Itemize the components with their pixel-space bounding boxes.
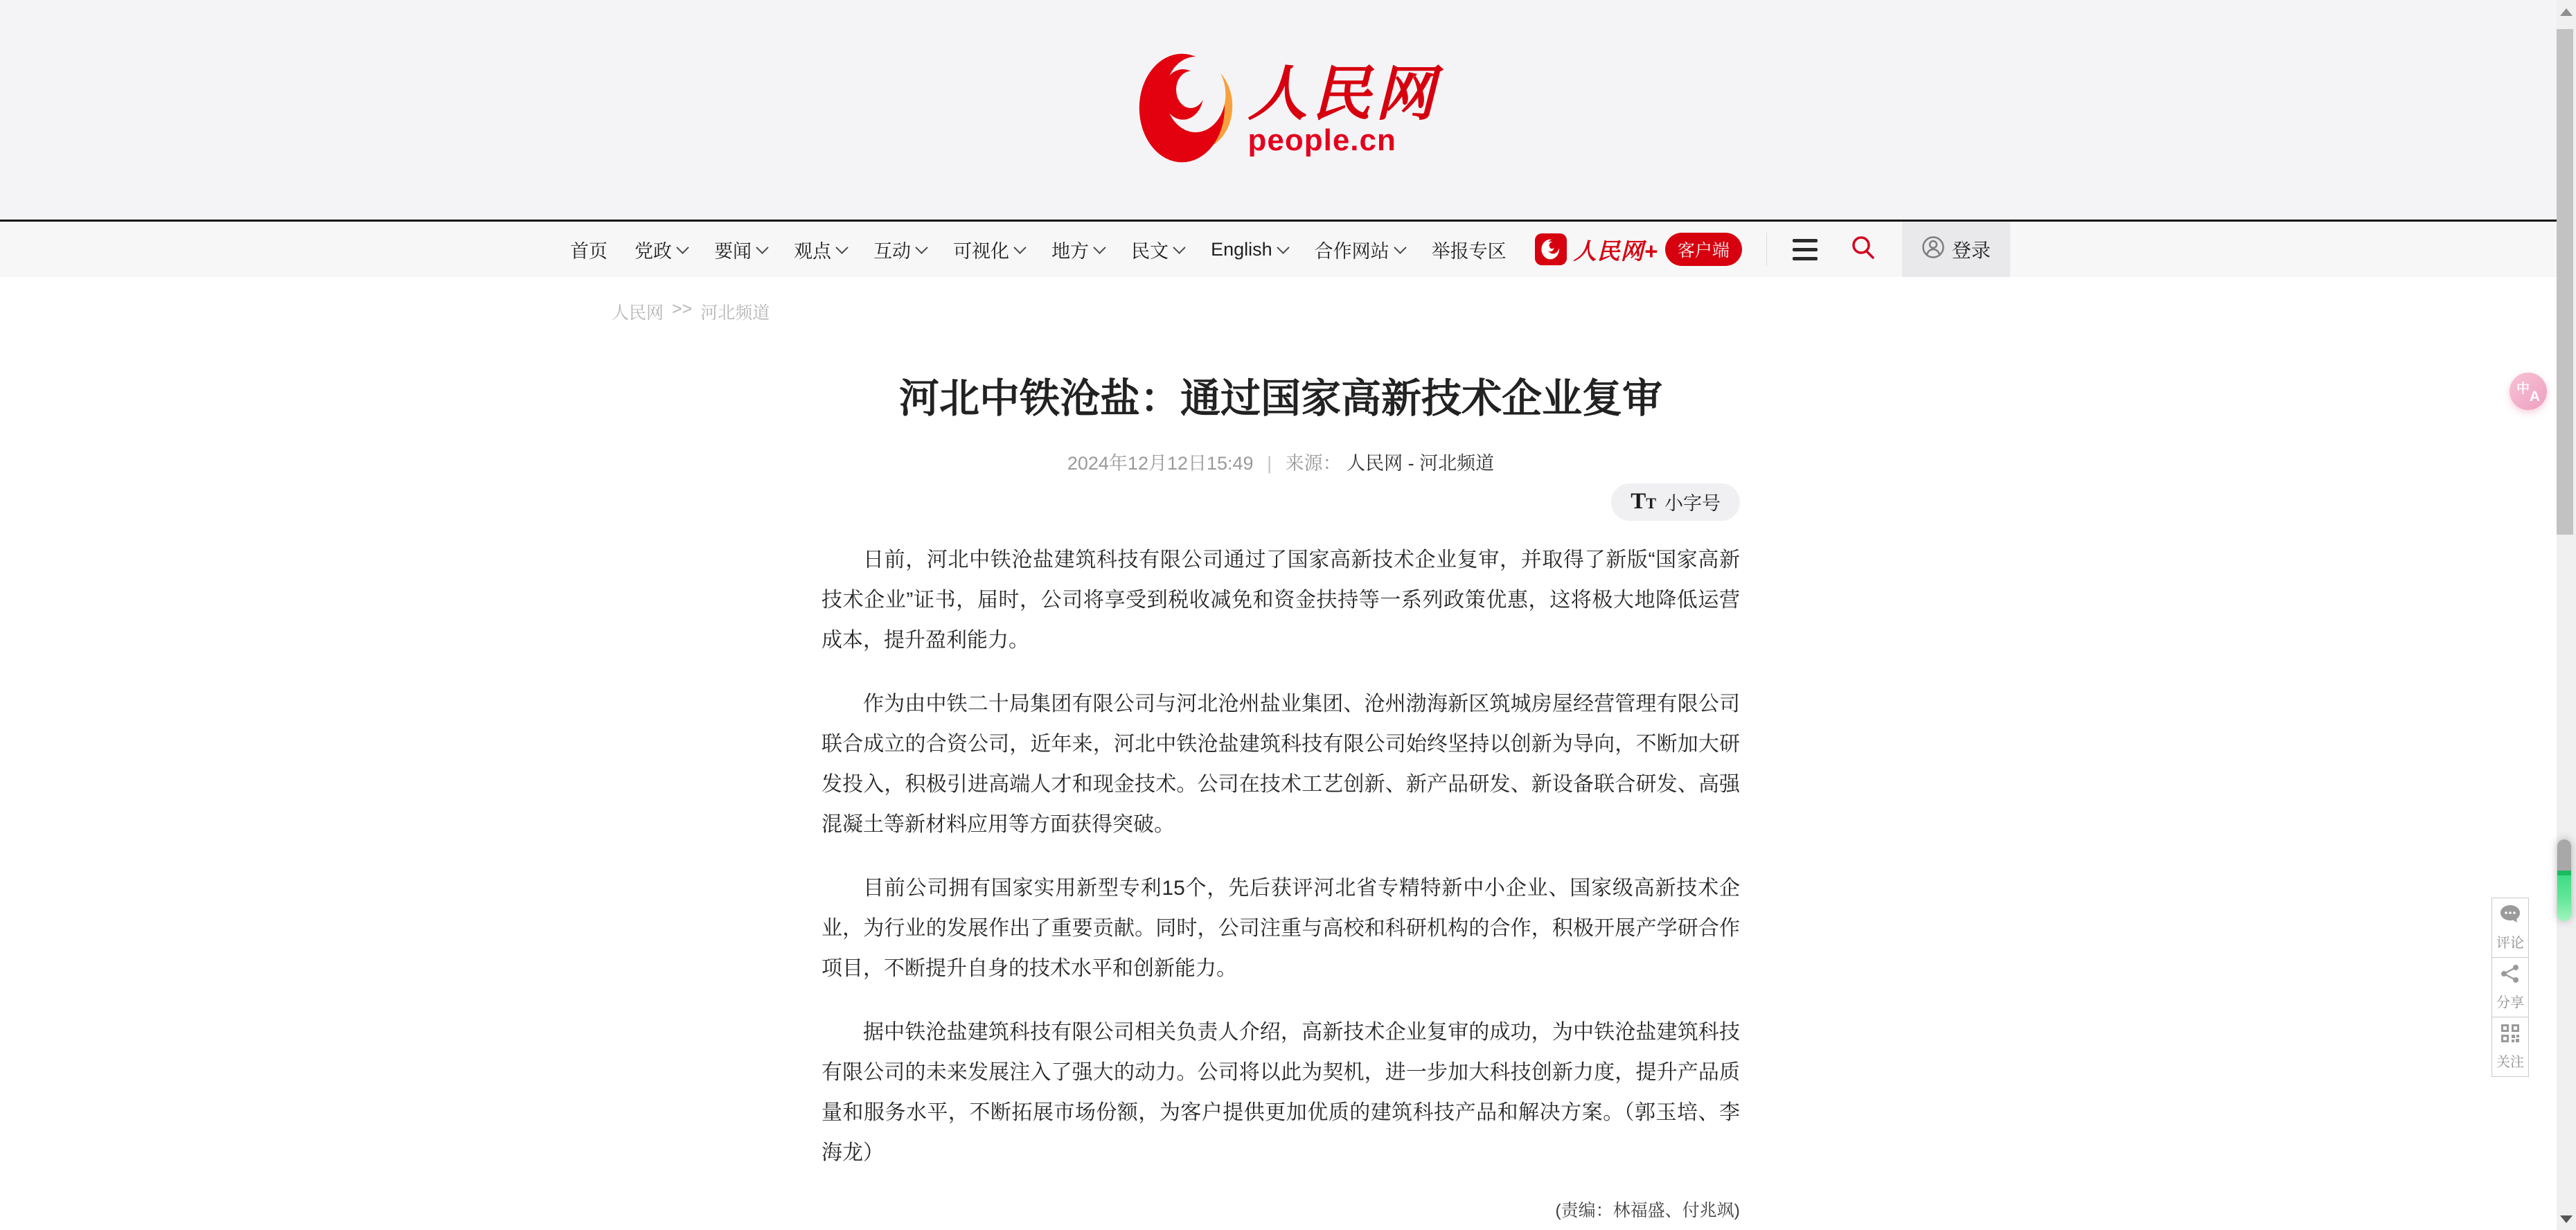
nav-item-guandian[interactable] [790, 236, 851, 263]
chevron-down-icon [835, 241, 848, 253]
logo-cn-text: 人民网 [1247, 60, 1439, 127]
site-header [0, 0, 2576, 220]
nav-item-hudong[interactable] [869, 236, 930, 263]
article-toolbar [821, 483, 1740, 521]
article-source[interactable]: 人民网 - 河北频道 [1347, 452, 1495, 474]
nav-label: 党政 [634, 240, 673, 262]
logo-text [1247, 60, 1439, 157]
chevron-down-icon [1394, 241, 1406, 253]
client-pill-label: 客户端 [1665, 233, 1742, 266]
chevron-down-icon [915, 241, 927, 253]
article [821, 374, 1740, 1222]
nav-item-yaowen[interactable] [710, 236, 771, 263]
chevron-down-icon [1277, 241, 1289, 253]
qr-code-icon [2501, 1024, 2520, 1046]
nav-label: 地方 [1051, 240, 1090, 262]
chevron-down-icon [1013, 241, 1026, 253]
chevron-down-icon [1173, 241, 1185, 253]
login-label: 登录 [1951, 240, 1991, 261]
main-navbar [0, 220, 2576, 277]
editor-note: (责编：林福盛、付兆飒) [1555, 1200, 1740, 1220]
nav-label: 民文 [1131, 240, 1169, 262]
meta-separator: | [1267, 452, 1272, 474]
font-size-label: 小字号 [1664, 493, 1721, 514]
breadcrumb [612, 299, 770, 324]
nav-label: 首页 [570, 240, 608, 262]
article-datetime: 2024年12月12日15:49 [1067, 452, 1254, 474]
chevron-down-icon [676, 241, 689, 253]
breadcrumb-channel[interactable]: 河北频道 [700, 303, 770, 323]
comment-label: 评论 [2496, 935, 2524, 951]
login-button[interactable] [1902, 222, 2010, 277]
source-label: 来源： [1285, 452, 1342, 474]
scroll-up-arrow-icon[interactable] [2560, 8, 2573, 16]
article-body [821, 540, 1740, 1173]
article-paragraph: 作为由中铁二十局集团有限公司与河北沧州盐业集团、沧州渤海新区筑城房屋经营管理有限公司联合成立的合资公司，近年来，河北中铁沧盐建筑科技有限公司始终坚持以创新为导向，不断加大研发投入，积极引进高端人才和现金技术。公司在技术工艺创新、新产品研发、新设备联合研发、高强混凝土等新材料应用等方面获得突破。 [821, 692, 1740, 836]
breadcrumb-site[interactable]: 人民网 [612, 303, 664, 323]
share-icon [2501, 964, 2520, 987]
font-size-button[interactable] [1611, 483, 1740, 521]
follow-label: 关注 [2496, 1054, 2524, 1070]
nav-item-hezuowangzhan[interactable] [1311, 236, 1409, 263]
scrollbar-thumb[interactable] [2557, 29, 2573, 535]
nav-label: English [1211, 238, 1272, 260]
nav-item-minwen[interactable] [1127, 236, 1188, 263]
logo-en-text: people.cn [1247, 123, 1396, 157]
floating-action-panel [2491, 898, 2529, 1077]
nav-label: 互动 [873, 240, 912, 262]
people-app-logo-icon [1535, 233, 1567, 265]
search-icon [1850, 234, 1876, 265]
people-app-badge[interactable] [1529, 233, 1748, 266]
article-paragraph: 日前，河北中铁沧盐建筑科技有限公司通过了国家高新技术企业复审，并取得了新版“国家高新技术企业”证书，届时，公司将享受到税收减免和资金扶持等一系列政策优惠，这将极大地降低运营成本，提升盈利能力。 [821, 548, 1740, 652]
user-icon [1921, 235, 1945, 264]
chevron-down-icon [1093, 241, 1105, 253]
nav-item-jubaozhuanqu[interactable] [1428, 236, 1511, 263]
scroll-progress-capsule [2557, 839, 2571, 921]
search-button[interactable] [1843, 234, 1883, 265]
nav-label: 举报专区 [1431, 240, 1507, 262]
scroll-down-arrow-icon[interactable] [2560, 1215, 2573, 1223]
comment-icon [2500, 904, 2521, 927]
menu-hamburger-icon[interactable] [1786, 239, 1824, 260]
share-button[interactable] [2491, 957, 2529, 1017]
nav-item-keshihua[interactable] [949, 236, 1029, 263]
site-logo[interactable] [1137, 50, 1439, 170]
scrollbar-track[interactable] [2557, 0, 2576, 1230]
nav-label: 合作网站 [1314, 240, 1389, 262]
share-label: 分享 [2496, 995, 2524, 1010]
article-paragraph: 目前公司拥有国家实用新型专利15个，先后获评河北省专精特新中小企业、国家级高新技术企业，为行业的发展作出了重要贡献。同时，公司注重与高校和科研机构的合作，积极开展产学研合作项目，不断提升自身的技术水平和创新能力。 [821, 876, 1740, 980]
follow-button[interactable] [2491, 1017, 2529, 1077]
translate-icon: 中 A [2516, 382, 2540, 404]
nav-item-english[interactable] [1207, 239, 1292, 260]
nav-item-difang[interactable] [1047, 236, 1108, 263]
article-paragraph: 据中铁沧盐建筑科技有限公司相关负责人介绍，高新技术企业复审的成功，为中铁沧盐建筑科技有限公司的未来发展注入了强大的动力。公司将以此为契机，进一步加大科技创新力度，提升产品质量和服务水平，不断拓展市场份额，为客户提供更加优质的建筑科技产品和解决方案。（郭玉培、李海龙） [821, 1020, 1740, 1164]
comment-button[interactable] [2491, 898, 2529, 958]
article-title: 河北中铁沧盐：通过国家高新技术企业复审 [898, 376, 1662, 421]
chevron-down-icon [756, 241, 768, 253]
nav-item-dangzheng[interactable] [630, 236, 691, 263]
nav-item-home[interactable] [566, 236, 612, 263]
breadcrumb-separator: >> [672, 299, 693, 319]
nav-divider [1766, 233, 1767, 266]
people-swirl-logo-icon [1137, 50, 1234, 170]
article-meta [821, 448, 1740, 475]
font-size-icon: TT [1631, 489, 1656, 514]
people-plus-label: 人民网+ [1573, 238, 1658, 264]
nav-label: 可视化 [953, 240, 1010, 262]
nav-label: 要闻 [714, 240, 752, 262]
nav-label: 观点 [794, 240, 832, 262]
translate-button[interactable] [2510, 373, 2547, 410]
